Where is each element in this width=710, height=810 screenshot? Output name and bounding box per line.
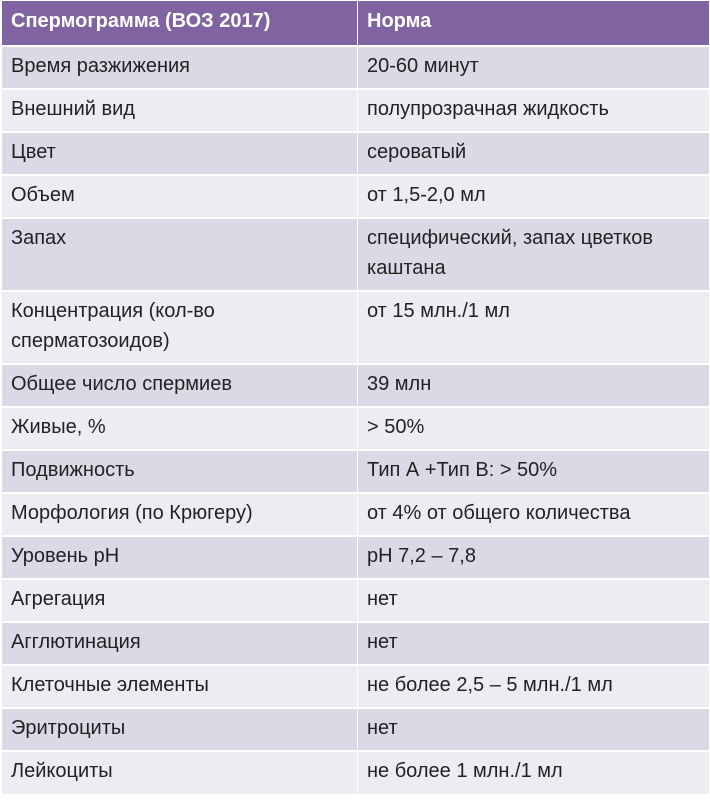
header-norm: Норма — [358, 1, 710, 47]
row-parameter: Общее число спермиев — [2, 364, 358, 407]
table-row — [2, 89, 710, 132]
row-parameter: Эритроциты — [2, 708, 358, 751]
row-norm: Тип А +Тип В: > 50% — [358, 450, 710, 493]
table-row — [2, 751, 710, 794]
table-row — [2, 450, 710, 493]
row-norm: не более 2,5 – 5 млн./1 мл — [358, 665, 710, 708]
table-row — [2, 493, 710, 536]
table-row — [2, 132, 710, 175]
row-norm: не более 1 млн./1 мл — [358, 751, 710, 794]
row-parameter: Морфология (по Крюгеру) — [2, 493, 358, 536]
row-parameter: Цвет — [2, 132, 358, 175]
table-row — [2, 291, 710, 364]
row-norm: нет — [358, 622, 710, 665]
table-row — [2, 407, 710, 450]
table-row — [2, 364, 710, 407]
table-row — [2, 708, 710, 751]
table-row — [2, 536, 710, 579]
row-parameter: Запах — [2, 218, 358, 291]
row-norm: от 1,5-2,0 мл — [358, 175, 710, 218]
row-norm: от 4% от общего количества — [358, 493, 710, 536]
table-row — [2, 46, 710, 89]
row-norm: нет — [358, 579, 710, 622]
row-parameter: Клеточные элементы — [2, 665, 358, 708]
row-parameter: Внешний вид — [2, 89, 358, 132]
table-row — [2, 175, 710, 218]
row-norm: 39 млн — [358, 364, 710, 407]
row-parameter: Живые, % — [2, 407, 358, 450]
table-row — [2, 622, 710, 665]
table-row — [2, 579, 710, 622]
row-parameter: Объем — [2, 175, 358, 218]
row-norm: полупрозрачная жидкость — [358, 89, 710, 132]
row-norm: рН 7,2 – 7,8 — [358, 536, 710, 579]
table-row — [2, 665, 710, 708]
row-parameter: Агглютинация — [2, 622, 358, 665]
row-norm: нет — [358, 708, 710, 751]
row-norm: > 50% — [358, 407, 710, 450]
row-parameter: Уровень рН — [2, 536, 358, 579]
table-header-row — [2, 1, 710, 47]
row-norm: сероватый — [358, 132, 710, 175]
spermogram-table — [1, 0, 710, 795]
row-norm: 20-60 минут — [358, 46, 710, 89]
row-norm: от 15 млн./1 мл — [358, 291, 710, 364]
row-parameter: Лейкоциты — [2, 751, 358, 794]
table-row — [2, 218, 710, 291]
row-parameter: Концентрация (кол-во сперматозоидов) — [2, 291, 358, 364]
row-norm: специфический, запах цветков каштана — [358, 218, 710, 291]
row-parameter: Агрегация — [2, 579, 358, 622]
header-parameter: Спермограмма (ВОЗ 2017) — [2, 1, 358, 47]
row-parameter: Подвижность — [2, 450, 358, 493]
row-parameter: Время разжижения — [2, 46, 358, 89]
